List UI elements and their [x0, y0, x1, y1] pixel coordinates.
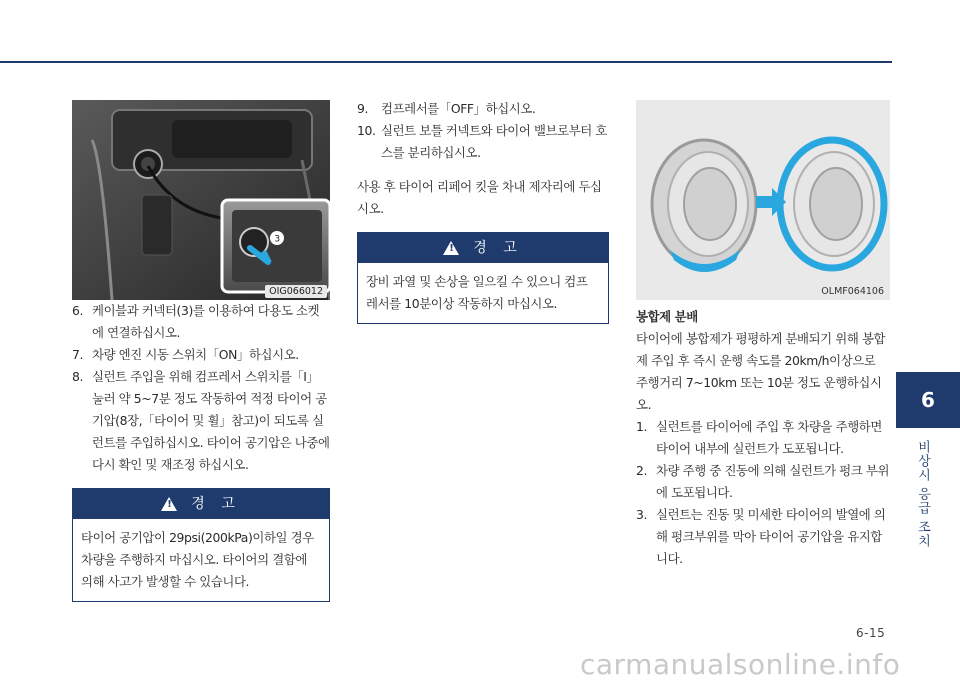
column-left — [72, 100, 330, 602]
warning-icon: ! — [161, 497, 177, 511]
list-item — [636, 416, 890, 460]
step-text: 컴프레서를「OFF」하십시오. — [381, 101, 536, 116]
warning-title: 경 고 — [473, 240, 523, 256]
column-middle — [357, 98, 609, 324]
step-number: 7. — [72, 347, 84, 362]
console-photo-illustration — [72, 100, 330, 300]
sealant-illustration — [636, 100, 890, 300]
column-right — [636, 100, 890, 570]
callout-number: 3 — [274, 234, 280, 245]
list-item — [72, 366, 330, 476]
illustration-code: OLMF064106 — [821, 286, 884, 297]
steps-list-1 — [72, 300, 330, 476]
step-number: 8. — [72, 369, 84, 384]
step-number: 3. — [636, 507, 648, 522]
list-item — [357, 98, 609, 120]
storage-note: 사용 후 타이어 리페어 킷을 차내 제자리에 두십시오. — [357, 179, 602, 216]
step-text: 차량 주행 중 진동에 의해 실런트가 펑크 부위에 도포됩니다. — [656, 463, 890, 500]
warning-title: 경 고 — [191, 496, 241, 512]
step-number: 1. — [636, 419, 648, 434]
warning-header — [73, 489, 329, 519]
tire-after — [780, 140, 884, 268]
warning-box-compressor — [357, 232, 609, 324]
photo-code: OIG066012 — [265, 285, 327, 298]
warning-header — [358, 233, 608, 263]
section-intro: 타이어에 봉합제가 평평하게 분배되기 위해 봉합제 주입 후 즉시 운행 속도를 20km/h이상으로 주행거리 7~10km 또는 10분 정도 운행하십시오. — [636, 331, 886, 412]
warning-body: 장비 과열 및 손상을 일으킬 수 있으니 컴프레서를 10분이상 작동하지 마십시오. — [366, 274, 588, 311]
step-number: 10. — [357, 123, 376, 138]
warning-body: 타이어 공기압이 29psi(200kPa)이하일 경우 차량을 주행하지 마십시오. 타이어의 결함에 의해 사고가 발생할 수 있습니다. — [81, 530, 314, 589]
list-item — [72, 344, 330, 366]
chapter-title: 비상시 응급 조치 — [915, 440, 930, 549]
header-rule — [0, 61, 892, 63]
step-text: 실런트를 타이어에 주입 후 차량을 주행하면 타이어 내부에 실런트가 도포됩니다. — [656, 419, 882, 456]
warning-box-pressure — [72, 488, 330, 602]
tire-sealant-diagram — [636, 100, 890, 300]
page-number: 6-15 — [856, 626, 886, 640]
section-heading: 봉합제 분배 — [636, 309, 698, 324]
warning-icon: ! — [443, 241, 459, 255]
list-item — [636, 504, 890, 570]
step-text: 케이블과 커넥터(3)를 이용하여 다용도 소켓에 연결하십시오. — [92, 303, 320, 340]
list-item — [72, 300, 330, 344]
step-text: 차량 엔진 시동 스위치「ON」하십시오. — [92, 347, 299, 362]
console-photo — [72, 100, 330, 300]
list-item — [636, 460, 890, 504]
step-number: 6. — [72, 303, 84, 318]
chapter-tab: 6 — [896, 372, 960, 428]
tire-before — [652, 140, 756, 272]
step-text: 실런트는 진동 및 미세한 타이어의 발열에 의해 펑크부위를 막아 타이어 공기압을 유지합니다. — [656, 507, 886, 566]
step-number: 2. — [636, 463, 648, 478]
step-number: 9. — [357, 101, 369, 116]
step-text: 실런트 주입을 위해 컴프레서 스위치를「I」눌러 약 5~7분 정도 작동하여 적정 타이어 공기압(8장,「타이어 및 휠」참고)이 되도록 실런트를 주입하십시오. 타이어 공기압은 나중에 다시 확인 및 재조정 하십시오. — [92, 369, 330, 472]
step-text: 실런트 보틀 커넥트와 타이어 밸브로부터 호스를 분리하십시오. — [381, 123, 607, 160]
steps-list-2 — [357, 98, 609, 164]
list-item — [357, 120, 609, 164]
steps-list-3 — [636, 416, 890, 570]
watermark: carmanualsonline.info — [580, 648, 901, 681]
